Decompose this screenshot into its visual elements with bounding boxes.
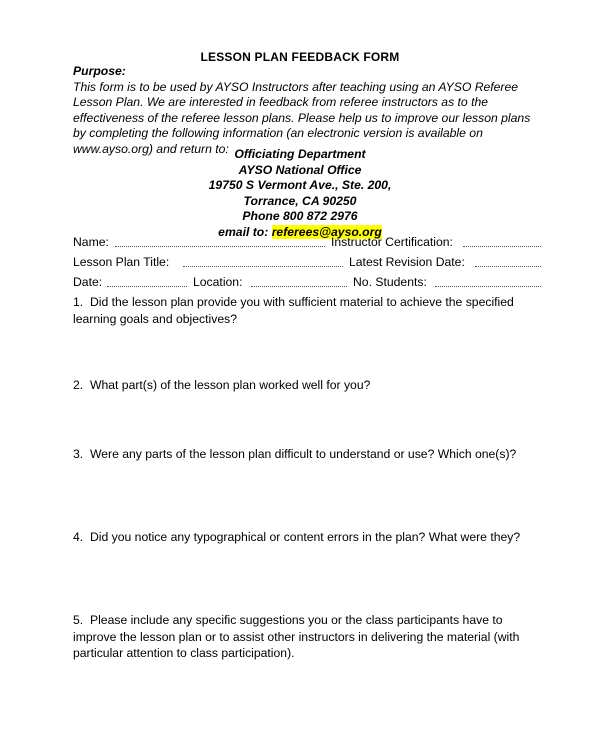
question-4-text: Did you notice any typographical or content errors in the plan? What were they? (89, 530, 521, 544)
instructor-certification-field[interactable] (463, 235, 541, 247)
question-1: 1. Did the lesson plan provide you with sufficient material to achieve the specified learning goals and objectives? (73, 295, 514, 326)
email-label: email to: (218, 224, 269, 239)
location-field[interactable] (251, 275, 347, 287)
question-2: 2. What part(s) of the lesson plan worked well for you? (73, 378, 371, 392)
lesson-plan-title-field[interactable] (183, 255, 343, 267)
name-field[interactable] (115, 235, 325, 247)
question-5-text: Please include any specific suggestions you or the class participants have to improve the lesson plan or to assist other instructors in delivering the material (with particular attention to class participation). (73, 613, 520, 660)
field-row-2 (73, 255, 543, 275)
contact-street: 19750 S Vermont Ave., Ste. 200, (208, 178, 392, 192)
question-3-text: Were any parts of the lesson plan difficult to understand or use? Which one(s)? (89, 447, 517, 461)
date-label: Date: (73, 275, 103, 289)
contact-block (0, 147, 600, 240)
no-students-field[interactable] (435, 275, 541, 287)
question-4: 4. Did you notice any typographical or content errors in the plan? What were they? (73, 530, 521, 544)
no-students-label: No. Students: (353, 275, 427, 289)
date-field[interactable] (107, 275, 187, 287)
lesson-plan-title-label: Lesson Plan Title: (73, 255, 170, 269)
contact-department: Officiating Department (234, 147, 366, 161)
question-3: 3. Were any parts of the lesson plan difficult to understand or use? Which one(s)? (73, 447, 517, 461)
latest-revision-date-field[interactable] (475, 255, 541, 267)
contact-city: Torrance, CA 90250 (243, 193, 357, 208)
purpose-text: This form is to be used by AYSO Instructors after teaching using an AYSO Referee Lesson Plan. We are interested in feedback from referee instructors as to the effectiveness of the referee lesson plans. Please help us to improve our lesson plans by completing the following information (an electronic version is available on www.ayso.org) and return to: (73, 79, 531, 156)
purpose-label: Purpose: (73, 64, 126, 78)
instructor-certification-label: Instructor Certification: (331, 235, 453, 249)
name-label: Name: (73, 235, 109, 249)
form-title: LESSON PLAN FEEDBACK FORM (200, 50, 400, 64)
field-row-1 (73, 235, 543, 255)
purpose-section (73, 64, 543, 157)
contact-office: AYSO National Office (238, 162, 362, 177)
question-5: 5. Please include any specific suggestions you or the class participants have to improve the lesson plan or to assist other instructors in delivering the material (with particular attention to class participation). (73, 613, 520, 660)
email-link[interactable]: referees@ayso.org (271, 224, 382, 239)
contact-phone: Phone 800 872 2976 (242, 209, 358, 223)
latest-revision-date-label: Latest Revision Date: (349, 255, 465, 269)
field-row-3 (73, 275, 543, 295)
question-1-text: Did the lesson plan provide you with sufficient material to achieve the specified learning goals and objectives? (73, 295, 514, 326)
question-2-text: What part(s) of the lesson plan worked well for you? (89, 378, 371, 392)
info-fields (73, 235, 543, 295)
location-label: Location: (193, 275, 243, 289)
